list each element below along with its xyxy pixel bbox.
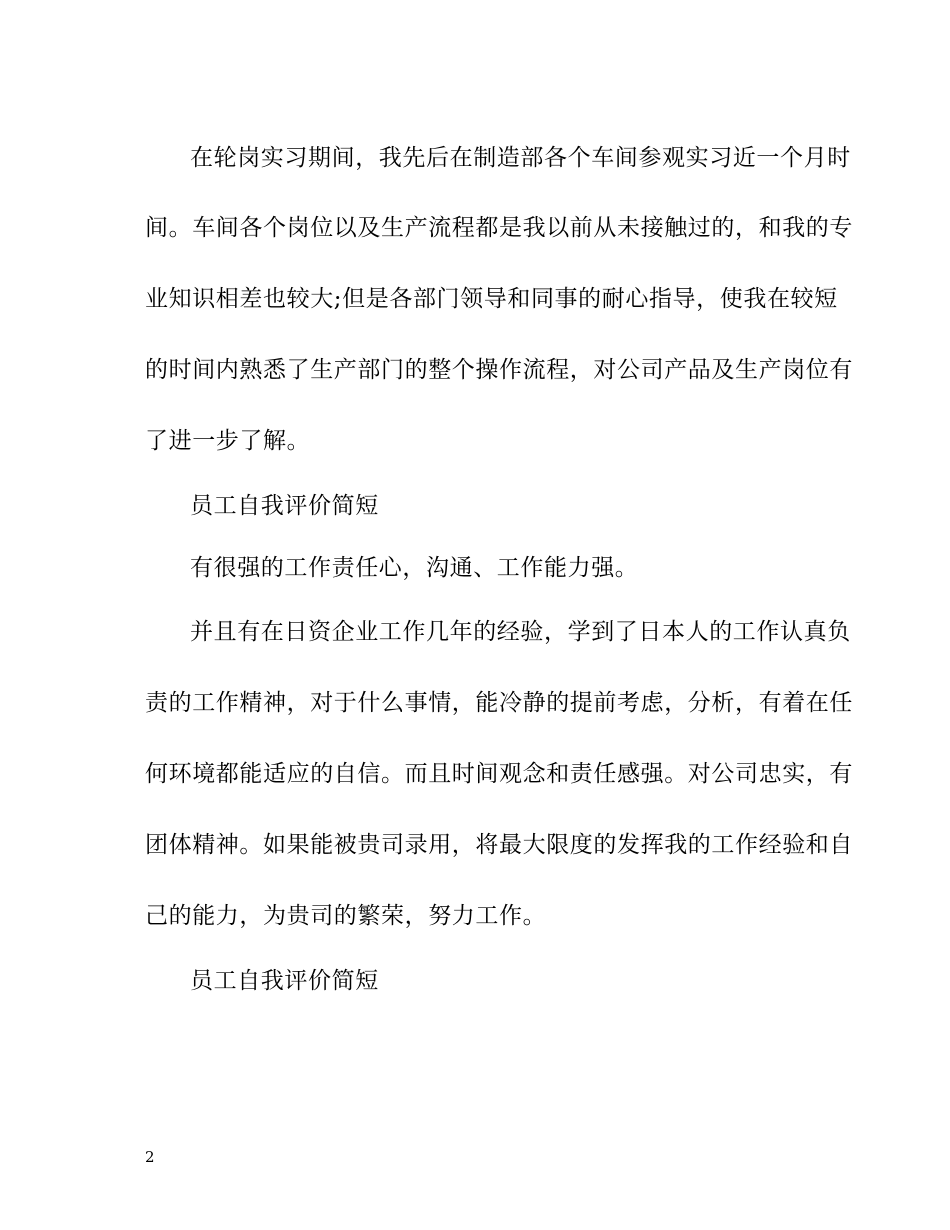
paragraph-3-line-1: 并且有在日资企业工作几年的经验，学到了日本人的工作认真负 — [190, 619, 851, 645]
section-heading-2: 员工自我评价简短 — [190, 968, 379, 994]
paragraph-1-line-2: 间。车间各个岗位以及生产流程都是我以前从未接触过的，和我的专 — [145, 215, 853, 241]
paragraph-3-line-4: 团体精神。如果能被贵司录用，将最大限度的发挥我的工作经验和自 — [145, 832, 853, 858]
page-number: 2 — [145, 1148, 155, 1166]
paragraph-3-line-3: 何环境都能适应的自信。而且时间观念和责任感强。对公司忠实，有 — [145, 761, 853, 787]
paragraph-1-line-4: 的时间内熟悉了生产部门的整个操作流程，对公司产品及生产岗位有 — [145, 357, 853, 383]
section-heading-1: 员工自我评价简短 — [190, 493, 379, 519]
paragraph-3-line-2: 责的工作精神，对于什么事情，能冷静的提前考虑，分析，有着在任 — [145, 690, 853, 716]
paragraph-3-line-5: 己的能力，为贵司的繁荣，努力工作。 — [145, 903, 547, 929]
paragraph-2: 有很强的工作责任心，沟通、工作能力强。 — [190, 555, 639, 581]
paragraph-1-line-3: 业知识相差也较大;但是各部门领导和同事的耐心指导，使我在较短 — [145, 286, 838, 312]
paragraph-1-line-5: 了进一步了解。 — [145, 428, 311, 454]
paragraph-1-line-1: 在轮岗实习期间，我先后在制造部各个车间参观实习近一个月时 — [190, 145, 851, 171]
